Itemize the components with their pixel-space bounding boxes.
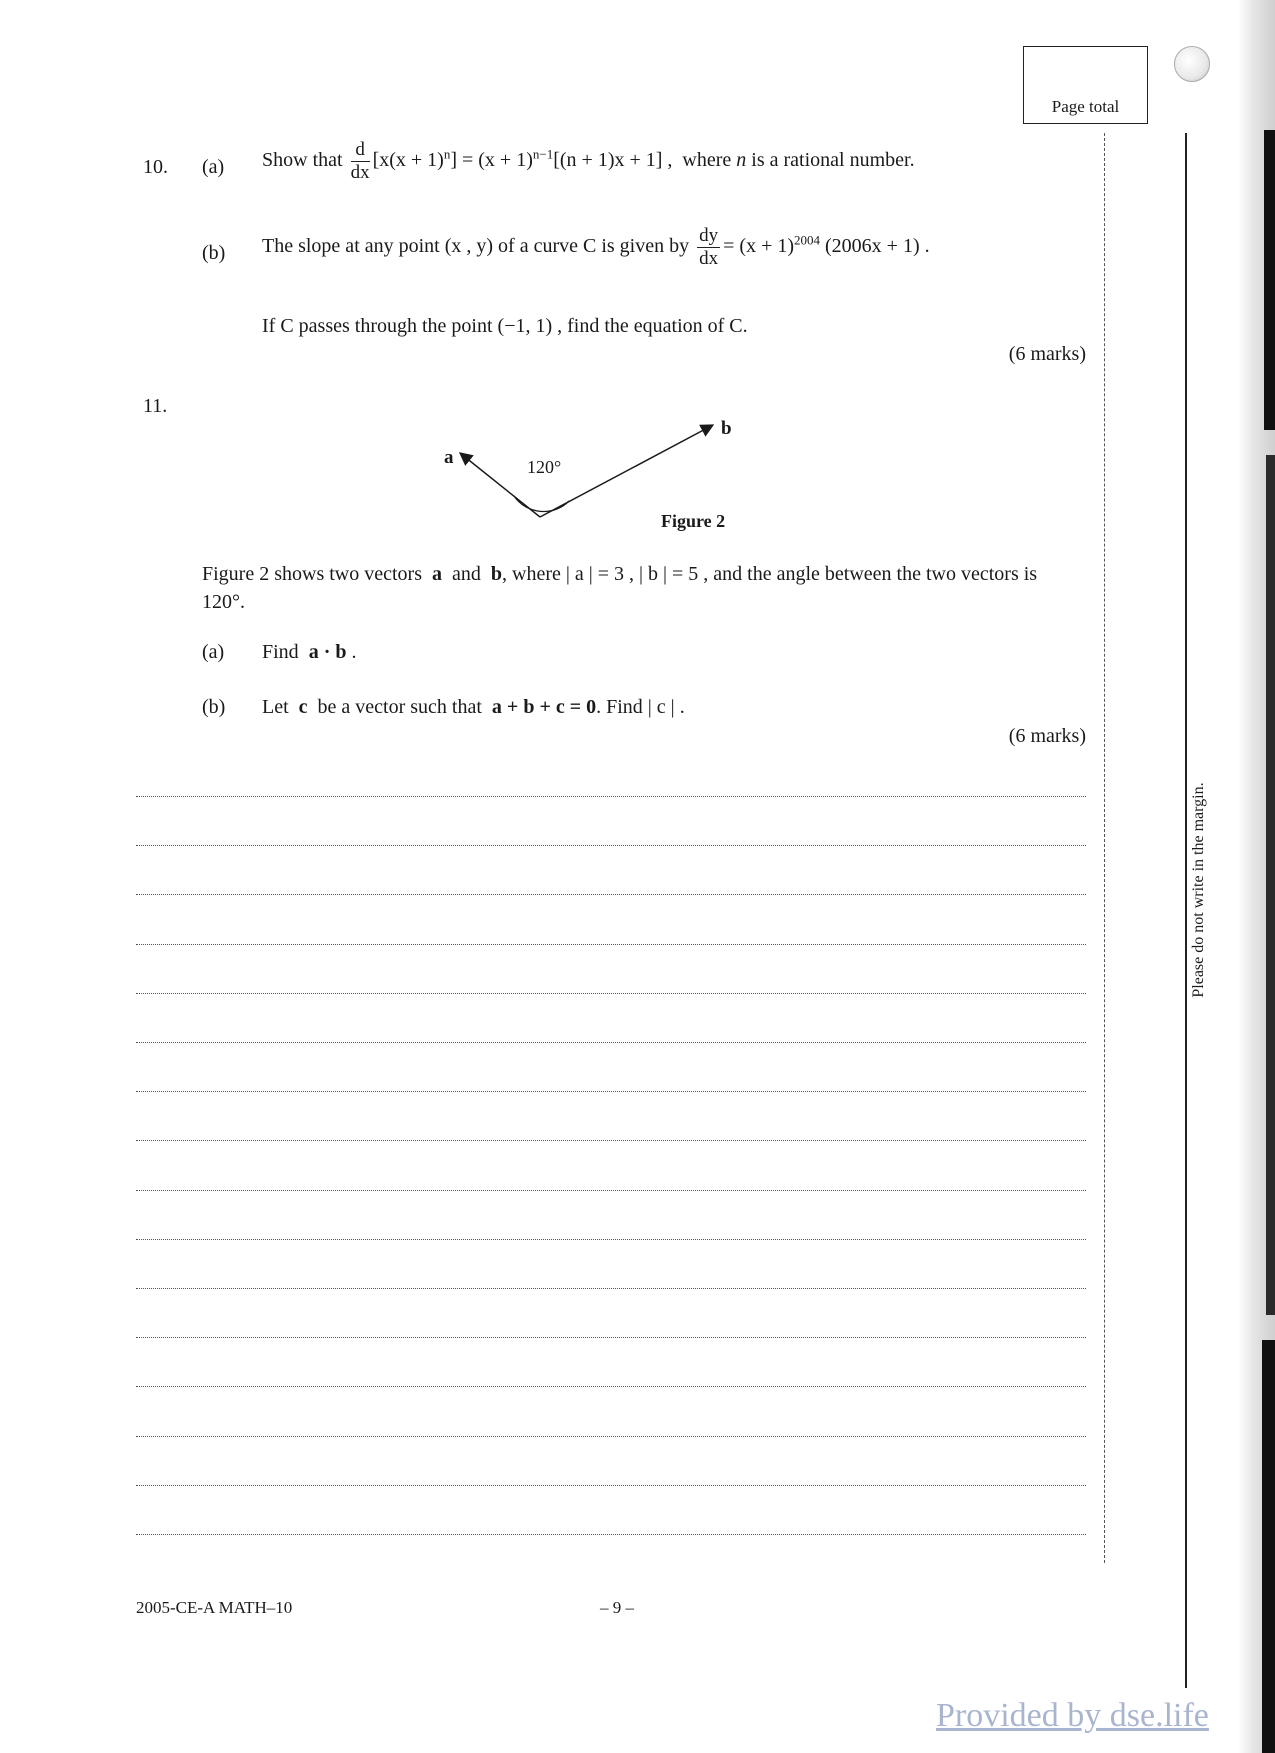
question-11-marks: (6 marks)	[1008, 725, 1086, 747]
question-10b-label: (b)	[202, 242, 226, 264]
watermark-link[interactable]: Provided by dse.life	[936, 1697, 1209, 1734]
scan-edge-bar	[1262, 1340, 1275, 1753]
margin-note: Please do not write in the margin.	[1190, 782, 1207, 998]
question-11a-label: (a)	[202, 641, 225, 663]
figure-2-vectors	[430, 405, 760, 535]
answer-line	[136, 1436, 1086, 1437]
vector-a-label: a	[444, 447, 454, 468]
question-10b-text: The slope at any point (x , y) of a curve C is given by $\frac{dy}{dx}$ = $(x + 1)^{2004}$ (2006x + 1) .	[262, 225, 930, 269]
answer-line	[136, 894, 1086, 895]
angle-label: 120°	[527, 457, 562, 477]
derivative-operator: $\frac{d}{dx}$	[350, 139, 370, 183]
answer-line	[136, 1485, 1086, 1486]
question-10a-text: Show that $\frac{d}{dx}$ $[x(x + 1)^n] = (x + 1)^{n-1}[(n + 1)x + 1]$ , where n is a rational number.	[262, 139, 915, 183]
derivative-fraction: $\frac{dy}{dx}$	[699, 225, 719, 269]
question-10-number: 10.	[143, 156, 168, 178]
scan-edge-bar	[1266, 455, 1275, 1315]
answer-line	[136, 1337, 1086, 1338]
answer-line	[136, 1190, 1086, 1191]
answer-line	[136, 1534, 1086, 1535]
answer-line	[136, 944, 1086, 945]
punch-hole	[1174, 46, 1210, 82]
footer-exam-code: 2005-CE-A MATH–10	[136, 1598, 293, 1617]
answer-line	[136, 1042, 1086, 1043]
answer-line	[136, 1288, 1086, 1289]
vector-b-label: b	[721, 418, 732, 439]
question-11-text-line2: 120°.	[202, 591, 245, 613]
figure-caption: Figure 2	[661, 511, 726, 531]
footer-page-number: – 9 –	[600, 1598, 634, 1617]
question-10b-line2: If C passes through the point (−1, 1) , find the equation of C.	[262, 315, 748, 337]
question-11a-text: Find a · b .	[262, 641, 357, 663]
page-total-label: Page total	[1051, 97, 1120, 116]
margin-dashed-line	[1104, 133, 1105, 1563]
scan-edge-bar	[1264, 130, 1275, 430]
answer-line	[136, 1140, 1086, 1141]
question-11-text-line1: Figure 2 shows two vectors a and b, where | a | = 3 , | b | = 5 , and the angle between the two vectors is	[202, 563, 1038, 585]
margin-solid-line	[1185, 133, 1187, 1688]
answer-line	[136, 1386, 1086, 1387]
question-10a-label: (a)	[202, 156, 225, 178]
page-total-box	[1023, 46, 1148, 124]
question-10-marks: (6 marks)	[1008, 343, 1086, 365]
answer-line	[136, 1091, 1086, 1092]
answer-line	[136, 845, 1086, 846]
answer-line	[136, 1239, 1086, 1240]
question-11b-text: Let c be a vector such that a + b + c = 0. Find | c | .	[262, 696, 685, 718]
question-11b-label: (b)	[202, 696, 226, 718]
answer-line	[136, 796, 1086, 797]
question-11-number: 11.	[143, 395, 168, 417]
answer-line	[136, 993, 1086, 994]
